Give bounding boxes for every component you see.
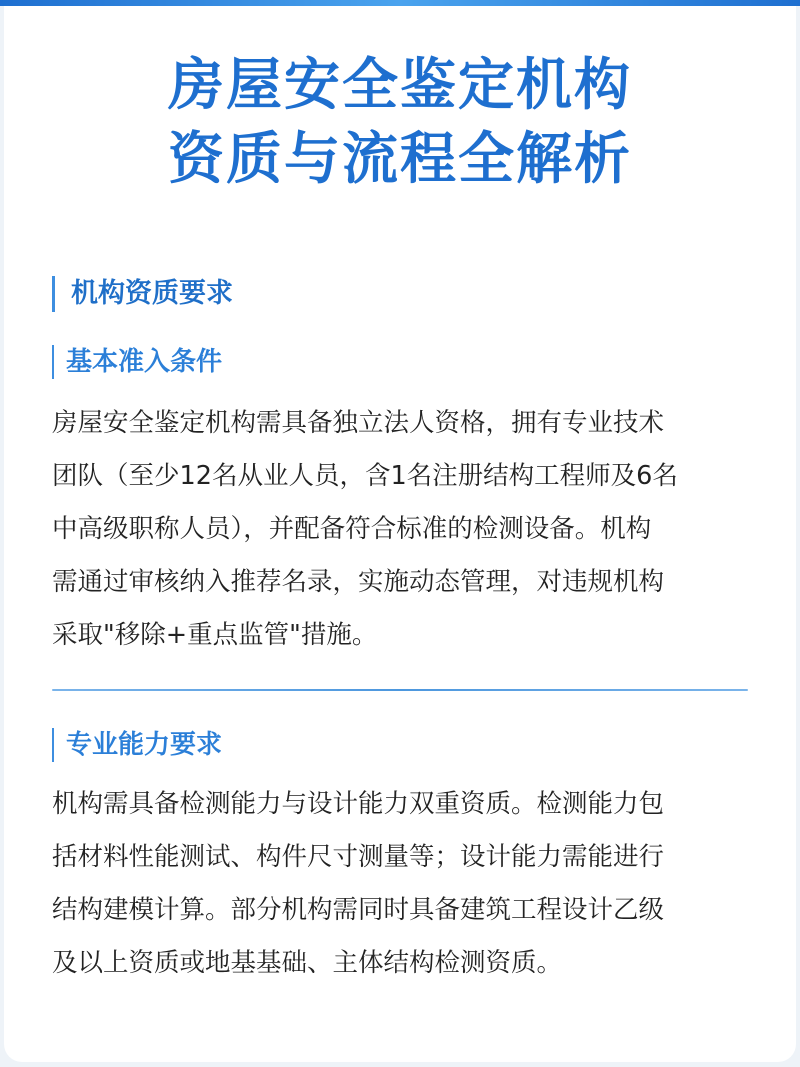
section-heading: 机构资质要求 bbox=[52, 276, 233, 312]
page-title-line-2: 资质与流程全解析 bbox=[168, 127, 632, 192]
text-line: 中高级职称人员），并配备符合标准的检测设备。机构 bbox=[52, 514, 652, 544]
subsection-heading-basic-conditions: 基本准入条件 bbox=[52, 345, 222, 379]
text-line: 结构建模计算。部分机构需同时具备建筑工程设计乙级 bbox=[52, 895, 665, 925]
text-line: 需通过审核纳入推荐名录，实施动态管理，对违规机构 bbox=[52, 567, 665, 597]
paragraph-professional-ability bbox=[52, 778, 752, 990]
text-line: 采取"移除+重点监管"措施。 bbox=[52, 620, 378, 650]
text-line: 机构需具备检测能力与设计能力双重资质。检测能力包 bbox=[52, 789, 665, 819]
page-title-line-1: 房屋安全鉴定机构 bbox=[168, 53, 632, 118]
text-line: 括材料性能测试、构件尺寸测量等；设计能力需能进行 bbox=[52, 842, 665, 872]
text-line: 团队（至少12名从业人员，含1名注册结构工程师及6名 bbox=[52, 461, 678, 491]
text-line: 房屋安全鉴定机构需具备独立法人资格，拥有专业技术 bbox=[52, 408, 665, 438]
section-divider bbox=[52, 689, 748, 691]
paragraph-basic-conditions bbox=[52, 397, 752, 662]
subsection-heading-professional-ability: 专业能力要求 bbox=[52, 728, 222, 762]
text-line: 及以上资质或地基基础、主体结构检测资质。 bbox=[52, 948, 563, 978]
